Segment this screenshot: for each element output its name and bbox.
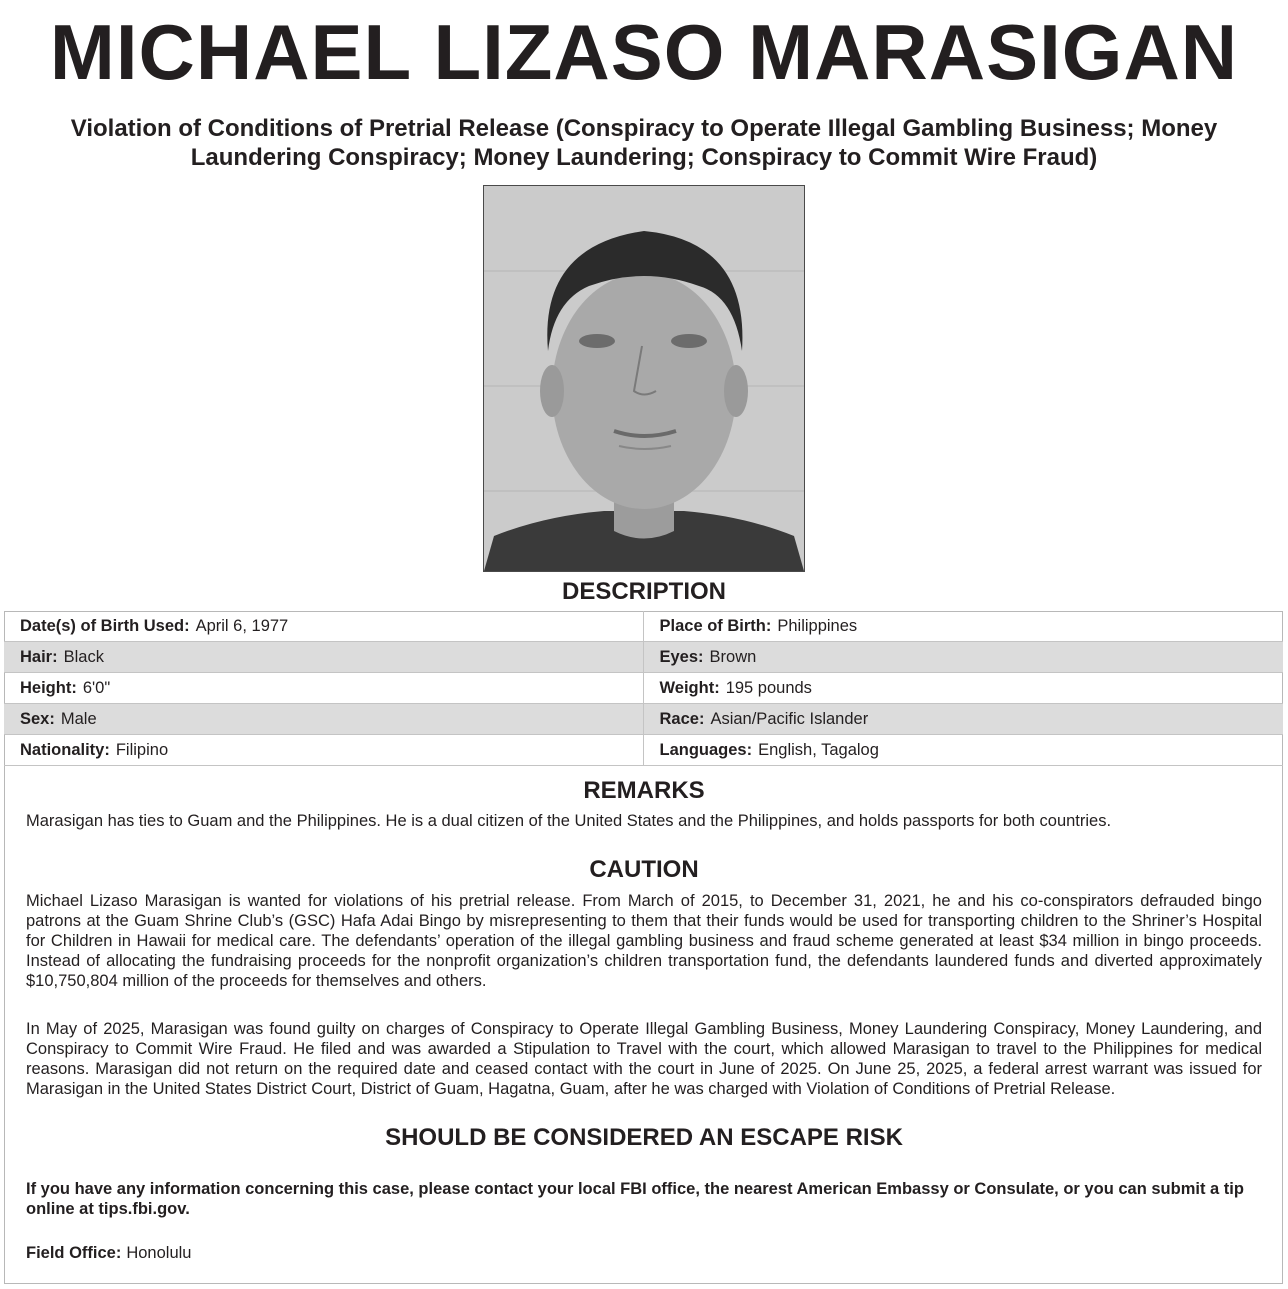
description-cell	[4, 673, 644, 703]
field-label: Place of Birth:	[659, 616, 772, 635]
field-label: Eyes:	[659, 647, 704, 666]
description-row	[4, 704, 1283, 735]
description-cell	[4, 642, 644, 672]
caution-paragraph-2: In May of 2025, Marasigan was found guilty on charges of Conspiracy to Operate Illegal Gambling Business, Money Laundering Conspiracy, Money Laundering, and Conspiracy to Commit Wire Fraud. He filed and was awarded a Stipulation to Travel with the court, which allowed Marasigan to travel to the Philippines for medical reasons. Marasigan did not return on the required date and ceased contact with the court in June of 2025. On June 25, 2025, a federal arrest warrant was issued for Marasigan in the United States District Court, District of Guam, Hagatna, Guam, after he was charged with Violation of Conditions of Pretrial Release.	[26, 1020, 1262, 1098]
description-row	[4, 611, 1283, 642]
field-label: Race:	[659, 709, 705, 728]
field-office	[26, 1243, 191, 1263]
field-label: Nationality:	[20, 740, 110, 759]
description-row	[4, 735, 1283, 766]
caution-paragraph-1: Michael Lizaso Marasigan is wanted for violations of his pretrial release. From March of 2015, to December 31, 2021, he and his co-conspirators defrauded bingo patrons at the Guam Shrine Club’s (GSC) Hafa Adai Bingo by misrepresenting to them that their funds would be used for transporting children to the Shriner’s Hospital for Children in Hawaii for medical care. The defendants’ operation of the illegal gambling business and fraud scheme generated at least $34 million in bingo proceeds. Instead of allocating the fundraising proceeds for the nonprofit organization’s children transportation fund, the defendants laundered funds and diverted approximately $10,750,804 million of the proceeds for themselves and others.	[26, 892, 1262, 990]
description-heading: DESCRIPTION	[561, 578, 726, 605]
field-value: English, Tagalog	[758, 740, 879, 759]
contact-instructions: If you have any information concerning this case, please contact your local FBI office, the nearest American Embassy or Consulate, or you can submit a tip online at tips.fbi.gov.	[26, 1180, 1244, 1218]
field-label: Languages:	[659, 740, 753, 759]
field-value: Asian/Pacific Islander	[710, 709, 869, 728]
description-cell	[644, 611, 1284, 641]
field-label: Date(s) of Birth Used:	[20, 616, 190, 635]
description-cell	[644, 704, 1284, 734]
field-label: Height:	[20, 678, 77, 697]
field-value: Filipino	[115, 740, 169, 759]
field-label: Sex:	[20, 709, 55, 728]
description-cell	[644, 642, 1284, 672]
remarks-text: Marasigan has ties to Guam and the Philippines. He is a dual citizen of the United States and the Philippines, and holds passports for both countries.	[26, 812, 1112, 830]
subject-photo	[483, 185, 805, 572]
subject-name: MICHAEL LIZASO MARASIGAN	[49, 8, 1239, 96]
field-value: Brown	[709, 647, 757, 666]
description-table	[4, 611, 1283, 766]
remarks-heading: REMARKS	[583, 777, 705, 804]
description-cell	[4, 611, 644, 641]
description-row	[4, 642, 1283, 673]
escape-risk-warning: SHOULD BE CONSIDERED AN ESCAPE RISK	[385, 1124, 903, 1151]
field-value: Male	[60, 709, 97, 728]
field-label: Weight:	[659, 678, 720, 697]
field-value: Philippines	[777, 616, 858, 635]
description-cell	[644, 735, 1284, 765]
field-label: Hair:	[20, 647, 58, 666]
field-office-label: Field Office:	[26, 1244, 122, 1262]
field-value: 6'0"	[82, 678, 111, 697]
description-cell	[4, 704, 644, 734]
description-cell	[4, 735, 644, 765]
field-value: Black	[63, 647, 104, 666]
field-value: 195 pounds	[725, 678, 812, 697]
field-office-value: Honolulu	[126, 1244, 192, 1262]
caution-heading: CAUTION	[589, 856, 699, 883]
description-cell	[644, 673, 1284, 703]
charges-subtitle: Violation of Conditions of Pretrial Release (Conspiracy to Operate Illegal Gambling Business; Money Laundering Conspiracy; Money Laundering; Conspiracy to Commit Wire Fraud)	[70, 115, 1218, 171]
field-value: April 6, 1977	[195, 616, 289, 635]
description-row	[4, 673, 1283, 704]
